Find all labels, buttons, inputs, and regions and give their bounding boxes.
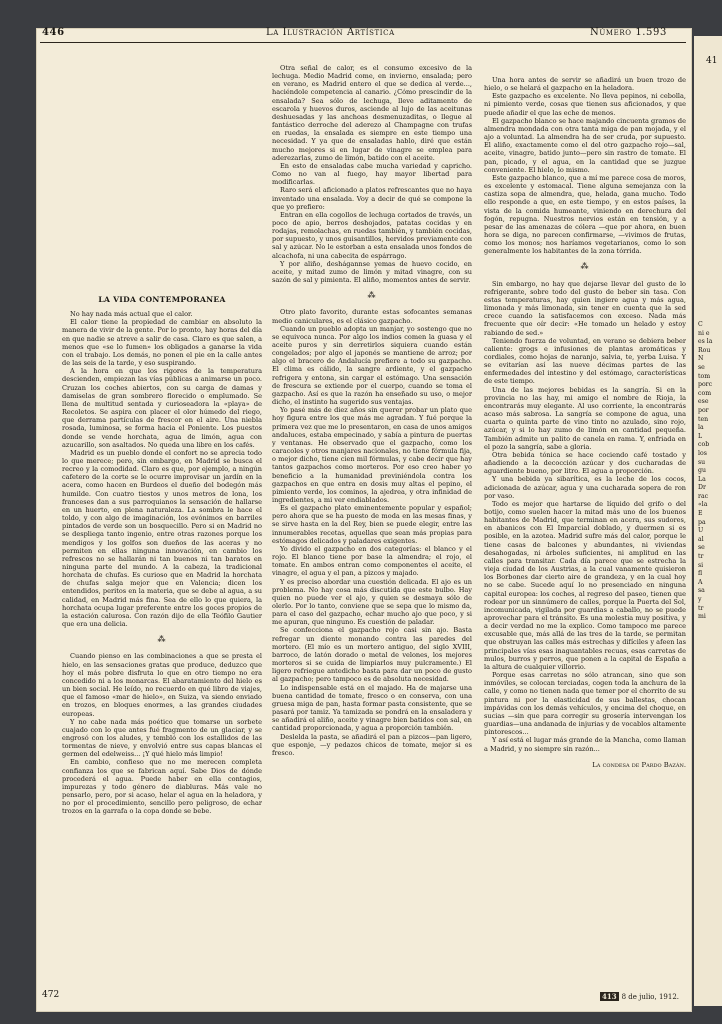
page-footer xyxy=(38,990,688,1008)
paragraph: Entran en ella cogollos de lechuga cortados de través, un poco de apio, berros deshojados, patatas cocidas y en rodajas, remolachas, en ruedas también, y también cocidas, por supuesto, y unos guisantillos, hervidos previamente con sal y azúcar. No le estorban a esta ensalada unos fondos de alcachofa, ni una cabecita de espárrago. xyxy=(272,210,472,260)
paragraph: Y una bebida ya sibarítica, es la leche de los cocos, adicionada de azúcar, agua y una cucharada sopera de ron por vaso. xyxy=(484,475,686,500)
paragraph: A la hora en que los rigores de la temperatura descienden, empiezan las vías públicas a animarse un poco. Cruzan los coches abiertos, con su carga de damas y damiselas de gran sombrero florecido o emplumado. Se llena de multitud sentada y curioseadora la «playa» de Recoletos. Se aspira con placer el olor húmedo del riego, que derrama partículas de frescor en el aire. Una niebla rosada, luminosa, se forma hacia el Poniente. Los puestos donde se vende horchata, agua de limón, agua con azucarillo, son asaltados. No queda una libre en los cafés. xyxy=(62,367,262,449)
paragraph: Este gazpacho blanco, que a mí me parece cosa de moros, es excelente y estomacal. Tiene alguna semejanza con la castiza sopa de almendra, que, helada, gana mucho. Todo ello responde a que, en este tiempo, y en estos países, la vista de la comida humeante, viniendo en derechura del fogón, repugna. Nuestros nervios están en tensión, y a pesar de las amenazas de cólera —que por ahora, en buen hora se diga, no parecen confirmarse, —vivimos de frutas, como los monos; nos haríamos vegetarianos, como lo son generalmente los habitantes de la zona tórrida. xyxy=(484,173,686,256)
adjacent-page-header: 41 xyxy=(706,56,718,66)
paragraph: Yo divido el gazpacho en dos categorías: el blanco y el rojo. El blanco tiene por base la almendra; el rojo, el tomate. En ambos entran como componentes el aceite, el vinagre, el agua y el pan, a pizcos y majado. xyxy=(272,544,472,578)
author-signature: La condesa de Pardo Bazán. xyxy=(592,760,686,769)
paragraph: Otra señal de calor, es el consumo excesivo de la lechuga. Medio Madrid come, en invierno, ensalada; pero en verano, es Madrid entero el que se dedica al verde..., haciéndole competencia al canario. ¿Cómo prescindir de la ensalada? Sea sólo de lechuga, lleve aditamento de escarola y huevos duros, asciende al lujo de las aceitunas deshuesadas y las anchoas desmenuzaditas, o llegue al fantástico derroche del aderezo al Champagne con trufas en ruedas, la ensalada es siempre en este tiempo una necesidad. Y ya que de ensaladas hablo, diré que están mucho mejores si en lugar de vinagre se emplea para aderezarlas, zumo de limón, batido con el aceite. xyxy=(272,64,472,162)
paragraph: Porque esas carretas no sólo atrancan, sino que son inmóviles, se colocan terciadas, cogen toda la anchura de la calle, y como no tienen nada que temer por el chorrito de su pintura ni por la elasticidad de sus ballestas, chocan impávidas con los demás vehículos, y encima del choque, en sucias —sin que para corregir su grosería intervengan los guardias—una andanada de injurias y de vocablos altamente pintorescos... xyxy=(484,671,686,737)
paragraph: Una hora antes de servir se añadirá un buen trozo de hielo, o se helará el gazpacho en la heladora. xyxy=(484,76,686,93)
adjacent-page-edge xyxy=(694,36,722,1006)
paragraph: En esto de ensaladas cabe mucha variedad y capricho. Como no van al fuego, hay mayor libertad para modificarlas. xyxy=(272,161,472,187)
paragraph: Es el gazpacho plato eminentemente popular y español; pero ahora que se ha puesto de moda en las mesas finas, y se sirve hasta en la del Rey, bien se puede elegir, entre las innumerables recetas, aquellas que sean más propias para estómagos delicados y paladares exigentes. xyxy=(272,504,472,545)
paragraph: En cambio, confieso que no me merecen completa confianza los que se fabrican aquí. Sabe Dios de dónde procederá el agua. Puede haber en ella contagios, impurezas y todo género de diabluras. Más vale no pensarlo, pero, por si acaso, helar el agua en la heladora, y no por el procedimiento, sencillo pero peligroso, de echar trozos en la garrafa o la copa donde se bebe. xyxy=(62,758,262,816)
paragraph: Otra bebida tónica se hace cociendo café tostado y añadiendo a la decocción azúcar y dos cucharadas de aguardiente bueno, por litro. El agua a proporción. xyxy=(484,450,686,476)
paragraph: Otro plato favorito, durante estas sofocantes semanas medio caniculares, es el clásico gazpacho. xyxy=(272,308,472,325)
footer-date-block xyxy=(600,992,679,1001)
paragraph: El calor tiene la propiedad de cambiar en absoluto la manera de vivir de la gente. Por lo pronto, hay horas del día en que nadie se atreve a salir de casa. Claro es que salen, a menos que «se lo fumen» los obligados a ganarse la vida con el trabajo. Los demás, no ponen el pie en la calle antes de las seis de la tarde, y eso suspirando. xyxy=(62,318,262,368)
paragraph: El gazpacho blanco se hace majando cincuenta gramos de almendra mondada con otra tanta miga de pan mojada, y el ajo a voluntad. La almendra ha de ser cruda, por supuesto. El aliño, exactamente como el del otro gazpacho rojo—sal, aceite, vinagre, batido junto—pero sin rastro de tomate. El pan, picado, y el agua, en la cantidad que se juzgue conveniente. El hielo, lo mismo. xyxy=(484,116,686,174)
adjacent-page-snippets: C ni e es la Rou N se tom porc com ese por ten la L cob los su gu La Dr rac «la E pa U al se tr si fl A sa y tr mi xyxy=(698,321,713,621)
paragraph: Lo indispensable está en el majado. Ha de majarse una buena cantidad de tomate, fresco o en conserva, con una gruesa miga de pan, hasta formar pasta consistente, que se pasará por tamiz. Ya tamizada se pondrá en la ensaladera y se añadirá el aliño, aceite y vinagre bien batidos con sal, en cantidad proporcionada, y agua a proporción también. xyxy=(272,683,472,733)
page-number: 446 xyxy=(42,27,65,38)
section-ornament: ⁂ xyxy=(157,635,167,645)
paragraph: Cuando pienso en las combinaciones a que se presta el hielo, en las sensaciones gratas que produce, deduzco que hoy el más pobre disfruta lo que en otro tiempo no era concedido ni a los monarcas. El abaratamiento del hielo es un bien social. He leído, no recuerdo en qué libro de viajes, que el famoso «mar de hielo», en Suiza, va siendo enviado en trozos, en bloques enormes, a las grandes ciudades europeas. xyxy=(62,652,262,718)
column-2 xyxy=(272,64,472,944)
paragraph: Y por aliño, deshágannse yemas de huevo cocido, en aceite, y mitad zumo de limón y mitad vinagre, con su sazón de sal y pimienta. El aliño, momentos antes de servir. xyxy=(272,259,472,285)
paragraph: No hay nada más actual que el calor. xyxy=(70,310,193,319)
paragraph: Raro será el aficionado a platos refrescantes que no haya inventado una ensalada. Voy a decir de qué se compone la que yo prefiero: xyxy=(272,186,472,211)
paragraph: Teniendo fuerza de voluntad, en verano se debiera beber caliente: grogs e infusiones de plantas aromáticas y cordiales, como hojas de naranjo, salvia, te, yerba Luisa. Y se evitarían así las nueve décimas partes de las enfermedades del intestino y del estómago, características de este tiempo. xyxy=(484,336,686,386)
paragraph: Deslelda la pasta, se añadirá el pan a pizcos—pan ligero, que esponje, —y pedazos chicos de tomate, mejor si es fresco. xyxy=(272,732,472,757)
paragraph: Este gazpacho es excelente. No lleva pepinos, ni cebolla, ni pimiento verde, cosas que tienen sus aficionados, y que puede añadir el que las eche de menos. xyxy=(484,92,686,117)
paragraph: Y así está el lugar más grande de la Mancha, como llaman a Madrid, y no siempre sin razón... xyxy=(484,736,686,753)
section-ornament: ⁂ xyxy=(580,262,590,272)
publication-title: La Ilustración Artística xyxy=(266,27,395,38)
paragraph: Cuando un pueblo adopta un manjar, yo sostengo que no se equivoca nunca. Por algo los indios comen la guasa y el aceite puros y sin derretirlos siquiera cuando están congelados; por algo el japonés se mantiene de arroz; por algo el bracero de Andalucía prefiere a todo su gazpacho. El clima es cálido, la sangre ardiente, y el gazpacho refrigera y entona, sin cargar el estómago. Una sensación de frescura se extiende por el cuerpo, cuando se toma el gazpacho. Así es que la razón ha enseñado su uso, o mejor dicho, el instinto ha sugerido sus ventajas. xyxy=(272,324,472,407)
issue-number: Número 1.593 xyxy=(590,27,667,38)
paragraph: Y es preciso abordar una cuestión delicada. El ajo es un problema. No hay cosa más discutida que este bulbo. Hay quien no puede ver el ajo, y quien se desmaya sólo de olerlo. Por lo tanto, conviene que se sepa que lo mismo da, para el caso del gazpacho, echar mucho ajo que poco, y si me apuran, que ninguno. Es cuestión de paladar. xyxy=(272,577,472,627)
sequence-number: 472 xyxy=(42,990,60,1000)
header-rule xyxy=(40,42,686,43)
article-heading: LA VIDA CONTEMPORÁNEA xyxy=(98,296,226,304)
column-3 xyxy=(484,76,686,944)
page-header xyxy=(38,27,668,43)
paragraph: Sin embargo, no hay que dejarse llevar del gusto de lo refrigerante, sobre todo del gusto de beber sin tasa. Con estas temperaturas, hay quien ingiere agua y más agua, limonada y más limonada, sin tener en cuenta que la sed crece cuando la satisfacemos con exceso. Nada más frecuente que oír decir: «He tomado un helado y estoy rabiando de sed.» xyxy=(484,279,686,337)
publication-date: 8 de julio, 1912. xyxy=(621,993,680,1001)
paragraph: Todo es mejor que hartarse de líquido del grifo o del botijo, como suelen hacer la mitad más uno de los buenos habitantes de Madrid, que terminan en acera, sus sudores, en abanicos con El Imparcial doblado, y duermen si es posible, en la azotea. Madrid sufre más del calor, porque le tiene casas de balcones y abundantes, ni viviendas desahogadas, ni árboles suficientes, ni amplitud en las calles para transitar. Cada día parece que se estrecha la vieja ciudad de los Austrias, a la cual vanamente quisieron los Borbones dar cierto aire de grandeza, y en la cual hoy no se cabe. Sucede aquí lo no presenciado en ninguna capital europea: los coches, al regreso del paseo, tienen que rodear por un sinnúmero de calles, porque la Puerta del Sol, incomunicada, vigilada por guardias a caballo, no se puede aprovechar para el tránsito. Es una molestia muy positiva, y a decir verdad no me la explico. Como tampoco me parece excusable que, más allá de las tres de la tarde, se permitan que obstruyan las calles más estrechas y difíciles y afeen las principales vías esas inaguantables recuas, esas carretas de mulos, burros y perros, que ponen a la capital de España a la altura de cualquier villorrio. xyxy=(484,499,686,671)
paragraph: Yo pasé más de diez años sin querer probar un plato que hoy figura entre los que más me agradan. Y fué porque la primera vez que me lo presentaron, en casa de unos amigos andaluces, estaba empecinado, y sabía a pintura de puertas y ventanas. He observado que el gazpacho, como los caracoles y otros manjares nacionales, no tiene fórmula fija, o mejor dicho, tiene cien mil fórmulas, y cabe decir que hay tantos gazpachos como morteros. Por eso creo haber yo beneficio a la humanidad previniéndola contra los gazpachos en que entra en dosis muy altas el pepino, el pimiento verde, los cominos, la ajedrea, y otra infinidad de ingredientes, a mi ver endiablados. xyxy=(272,406,472,504)
issue-box: 413 xyxy=(602,992,617,1001)
column-1 xyxy=(62,296,262,936)
paragraph: Se confecciona el gazpacho rojo casi sin ajo. Basta refregar un diente monando contra las paredes del mortero. (El mío es un mortero antiguo, del siglo XVIII, barroco, de latón dorado o metal de velones, los mejores morteros si se cuida de limpiarlos muy pulcramente.) El ligero refriegue antedicho basta para dar un poco de gusto al gazpacho; pero tampoco es de absoluta necesidad. xyxy=(272,626,472,684)
section-ornament: ⁂ xyxy=(367,291,377,301)
paragraph: Una de las mejores bebidas es la sangría. Si en la provincia no las hay, mi amigo el nombre de Rioja, la encontrarás muy elegante. Al uso corriente, la encontrarás acaso más sabrosa. La sangría se compone de agua, una cuarta o quinta parte de vino tinto no azulado, sino rojo, azúcar, y si lo hay zumo de limón en cantidad pequeña. También admite un palito de canela en rama. Y, enfriada en el pozo la sangría, sabe a gloria. xyxy=(484,385,686,451)
paragraph: Madrid es un pueblo donde el confort no se aprecia todo lo que merece; pero, sin embargo, en Madrid se busca el recreo y la comodidad. Claro es que, por ejemplo, a ningún cafetero de la corte se le ocurre improvisar un jardín en la acera, como hacen en Burdeos el dueño del bodegón más humilde. Con cuatro tiestos y unos metros de lona, los franceses dan a sus parroquianos la sensación de hallarse en un huerto, en plena naturaleza. La sombra le hace el toldo, y con algo de imaginación, los evónimos en barriles pintados de verde son un bosquecillo. Pero si en Madrid no se despliega tanto ingenio, entre otras razones porque los mendigos y los golfos son dueños de las aceras y no permiten en ellas ninguna innovación, en cambio los refrescos no se hallarán ni tan buenos ni tan baratos en ninguna parte del mundo. A la cabeza, la tradicional horchata de chufas. Es curioso que en Madrid la horchata de chufas salga mejor que en Valencia; dicen los entendidos, peritos en la materia, que se debe al agua, a su calidad, en Madrid más fina. Sea de ello lo que quiera, la horchata ocupa lugar preferente entre los goces propios de la estación calurosa. Con razón dijo de ella Teófilo Gautier que era una delicia. xyxy=(62,448,262,629)
paragraph: Y no cabe nada más poético que tomarse un sorbete cuajado con lo que antes fué fragmento de un glaciar, y se engrosó con los aludes, y tembló con los estallidos de las tormentas de nieve, y envolvió entre sus capas blancas el germen del edelweiss... ¡Y qué hielo más limpio! xyxy=(62,717,262,759)
